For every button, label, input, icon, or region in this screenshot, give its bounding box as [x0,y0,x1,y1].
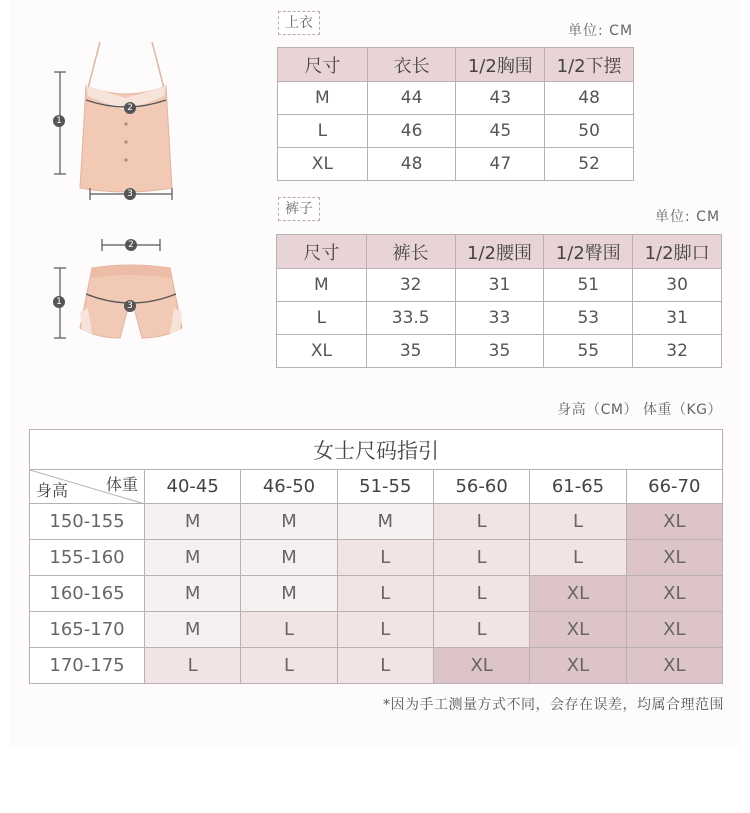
size-cell: M [337,504,433,540]
table-row [278,115,634,148]
table-row [30,504,723,540]
size-cell: L [145,648,241,684]
height-label: 170-175 [30,648,145,684]
table-row [277,302,722,335]
top-section-tag: 上衣 [278,11,320,35]
table-row [278,148,634,181]
marker-hem: 3 [124,188,136,200]
table-cell: XL [277,335,367,368]
table-cell: 35 [455,335,544,368]
top-unit-label: 单位: CM [568,23,634,39]
size-cell: M [145,540,241,576]
table-cell: M [277,269,367,302]
corner-weight-label: 体重 [105,475,138,494]
marker-chest: 2 [124,102,136,114]
table-row [277,335,722,368]
table-cell: 53 [544,302,633,335]
table-cell: 31 [633,302,722,335]
table-cell: 48 [367,148,456,181]
size-cell: XL [433,648,529,684]
size-cell: XL [626,576,722,612]
size-cell: L [433,576,529,612]
marker-pants-length: 1 [53,296,65,308]
size-cell: L [433,540,529,576]
size-cell: M [145,504,241,540]
guide-corner-cell [30,470,145,504]
table-cell: 32 [633,335,722,368]
size-cell: XL [530,612,626,648]
table-cell: 31 [455,269,544,302]
table-cell: 30 [633,269,722,302]
table-cell: XL [278,148,368,181]
height-label: 160-165 [30,576,145,612]
size-cell: XL [530,648,626,684]
table-cell: L [278,115,368,148]
weight-header: 40-45 [145,470,241,504]
table-row [30,612,723,648]
table-cell: 43 [456,82,545,115]
size-cell: L [337,576,433,612]
table-cell: 35 [366,335,455,368]
top-col-hem: 1/2下摆 [545,48,634,82]
size-cell: L [433,504,529,540]
size-cell: M [241,576,337,612]
size-cell: L [337,612,433,648]
height-label: 155-160 [30,540,145,576]
table-row [277,269,722,302]
top-col-length: 衣长 [367,48,456,82]
size-cell: M [145,576,241,612]
pants-size-table [276,234,722,368]
pants-col-hip: 1/2臀围 [544,235,633,269]
marker-waist: 2 [125,239,137,251]
height-label: 150-155 [30,504,145,540]
pants-section-tag: 裤子 [278,197,320,221]
top-col-chest: 1/2胸围 [456,48,545,82]
marker-hip: 3 [124,300,136,312]
pants-col-leg: 1/2脚口 [633,235,722,269]
table-cell: 47 [456,148,545,181]
table-cell: 44 [367,82,456,115]
guide-title: 女士尺码指引 [30,430,723,470]
table-cell: 46 [367,115,456,148]
size-cell: L [241,612,337,648]
table-row [30,648,723,684]
table-cell: M [278,82,368,115]
size-cell: L [337,648,433,684]
weight-header: 66-70 [626,470,722,504]
table-row [30,576,723,612]
top-col-size: 尺寸 [278,48,368,82]
guide-unit-label: 身高（CM） 体重（KG） [557,402,722,418]
weight-header: 56-60 [433,470,529,504]
shorts-diagram [48,234,188,364]
size-cell: XL [626,504,722,540]
size-cell: L [337,540,433,576]
table-cell: 33 [455,302,544,335]
table-cell: 45 [456,115,545,148]
marker-length: 1 [53,115,65,127]
table-row [278,82,634,115]
pants-col-length: 裤长 [366,235,455,269]
table-cell: 32 [366,269,455,302]
size-cell: M [241,504,337,540]
size-cell: XL [626,612,722,648]
table-cell: 52 [545,148,634,181]
table-cell: L [277,302,367,335]
top-size-table [277,47,634,181]
size-cell: L [433,612,529,648]
size-cell: L [530,540,626,576]
size-guide-table [29,429,723,684]
table-cell: 51 [544,269,633,302]
table-cell: 48 [545,82,634,115]
table-cell: 33.5 [366,302,455,335]
weight-header: 51-55 [337,470,433,504]
weight-header: 46-50 [241,470,337,504]
pants-col-waist: 1/2腰围 [455,235,544,269]
size-cell: XL [530,576,626,612]
weight-header: 61-65 [530,470,626,504]
camisole-diagram [48,38,188,208]
size-cell: XL [626,648,722,684]
pants-col-size: 尺寸 [277,235,367,269]
measurement-footnote: *因为手工测量方式不同，会存在误差，均属合理范围 [383,697,724,713]
size-cell: L [241,648,337,684]
size-cell: L [530,504,626,540]
size-cell: M [145,612,241,648]
size-cell: M [241,540,337,576]
corner-height-label: 身高 [36,481,69,500]
height-label: 165-170 [30,612,145,648]
table-row [30,540,723,576]
size-cell: XL [626,540,722,576]
pants-unit-label: 单位: CM [655,209,721,225]
table-cell: 50 [545,115,634,148]
table-cell: 55 [544,335,633,368]
